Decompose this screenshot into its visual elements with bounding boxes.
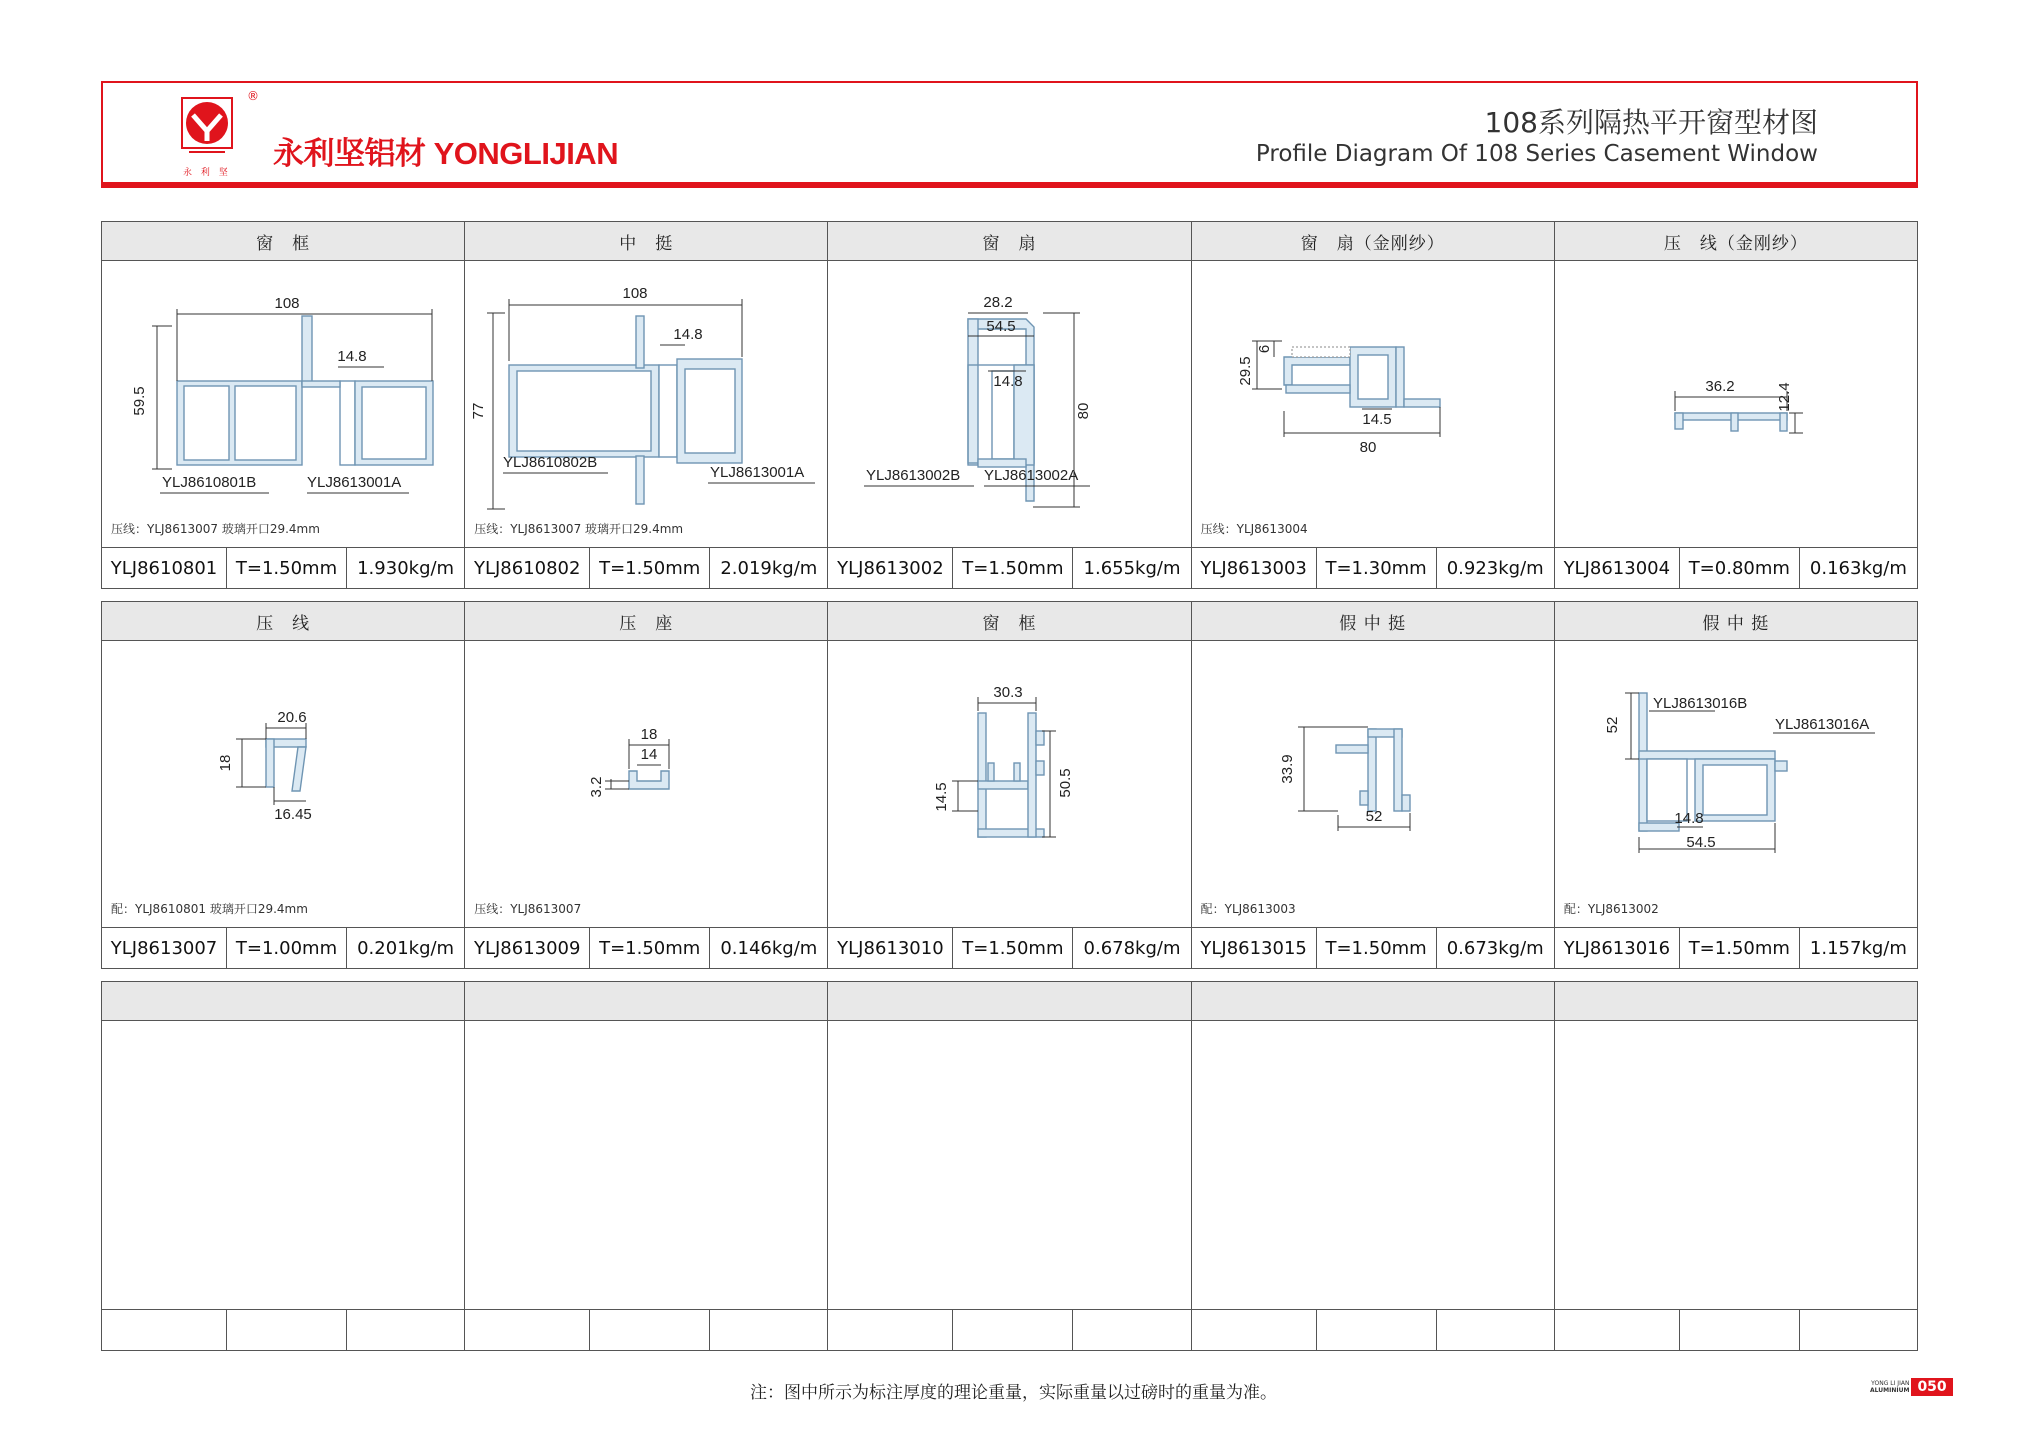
profile-drawing — [1192, 261, 1554, 521]
brand-logo-icon — [181, 97, 233, 161]
profile-drawing-area — [828, 261, 1190, 548]
profile-note: 压线：YLJ8613007 玻璃开口29.4mm — [111, 522, 320, 536]
empty-spec-row — [102, 1309, 464, 1350]
empty-card — [828, 982, 1191, 1350]
profile-code: YLJ8613015 — [1192, 928, 1317, 968]
registered-mark: ® — [247, 89, 259, 103]
profile-spec-row — [465, 927, 827, 968]
logo-subtext: 永 利 坚 — [183, 168, 231, 178]
profile-drawing — [465, 261, 827, 521]
profile-spec-row — [1192, 927, 1554, 968]
part-code-label: YLJ8613016B — [1652, 695, 1748, 712]
profile-drawing — [828, 641, 1190, 901]
profile-title: 压 座 — [465, 602, 827, 641]
part-code-label: YLJ8613002B — [866, 467, 961, 484]
profile-weight: 1.157kg/m — [1809, 937, 1907, 959]
profile-card — [1555, 222, 1917, 588]
profile-weight: 0.201kg/m — [357, 937, 455, 959]
dimension-label: 52 — [1603, 716, 1621, 734]
profile-drawing-area — [102, 261, 464, 548]
profile-panel-2 — [101, 601, 1918, 969]
page-header — [101, 81, 1918, 188]
profile-code: YLJ8613010 — [828, 928, 953, 968]
profile-drawing-area — [1555, 641, 1917, 928]
part-code-label: YLJ8610802B — [503, 454, 598, 471]
dimension-label: 30.3 — [993, 684, 1024, 701]
profile-drawing — [1192, 641, 1554, 901]
profile-spec-row — [102, 927, 464, 968]
profile-spec-row — [102, 547, 464, 588]
profile-spec-row — [828, 547, 1190, 588]
empty-card — [465, 982, 828, 1350]
profile-title: 压 线（金刚纱） — [1555, 222, 1917, 261]
profile-thickness: T=1.50mm — [953, 928, 1073, 968]
empty-spec-row — [1555, 1309, 1917, 1350]
profile-code: YLJ8613002 — [828, 548, 953, 588]
profile-card — [465, 222, 828, 588]
profile-weight: 0.673kg/m — [1446, 937, 1544, 959]
profile-spec-row — [1555, 927, 1917, 968]
dimension-label: 59.5 — [131, 386, 148, 416]
dimension-label: 14.5 — [933, 782, 951, 812]
empty-drawing-area — [828, 1021, 1190, 1310]
empty-title — [465, 982, 827, 1021]
profile-thickness: T=1.30mm — [1317, 548, 1437, 588]
dimension-label: 14.8 — [337, 348, 367, 365]
profile-title: 窗 框 — [102, 222, 464, 261]
empty-title — [1555, 982, 1917, 1021]
profile-drawing-area — [465, 261, 827, 548]
profile-drawing — [1555, 261, 1917, 521]
profile-drawing-area — [1192, 641, 1554, 928]
empty-spec-row — [465, 1309, 827, 1350]
page-title-cn: 108系列隔热平开窗型材图 — [1484, 106, 1818, 139]
empty-drawing-area — [1555, 1021, 1917, 1310]
dimension-label: 52 — [1365, 808, 1382, 825]
dimension-label: 36.2 — [1705, 378, 1735, 395]
dimension-label: 14.8 — [993, 373, 1024, 390]
profile-thickness: T=1.50mm — [590, 928, 710, 968]
profile-spec-row — [1555, 547, 1917, 588]
dimension-label: 29.5 — [1236, 356, 1254, 386]
empty-drawing-area — [465, 1021, 827, 1310]
dimension-label: 12.4 — [1775, 382, 1793, 412]
brand-name: 永利坚铝材 YONGLIJIAN — [273, 136, 619, 171]
profile-weight: 2.019kg/m — [720, 557, 818, 579]
profile-thickness: T=1.50mm — [953, 548, 1073, 588]
profile-note: 压线：YLJ8613007 玻璃开口29.4mm — [474, 522, 684, 536]
profile-weight: 1.930kg/m — [357, 557, 455, 579]
profile-title: 中 挺 — [465, 222, 827, 261]
profile-spec-row — [1192, 547, 1554, 588]
empty-title — [1192, 982, 1554, 1021]
profile-thickness: T=0.80mm — [1680, 548, 1800, 588]
profile-weight: 0.678kg/m — [1083, 937, 1181, 959]
profile-note: 压线：YLJ8613007 — [474, 902, 582, 916]
empty-spec-row — [828, 1309, 1190, 1350]
profile-weight: 0.163kg/m — [1809, 557, 1907, 579]
profile-drawing — [1555, 641, 1917, 901]
dimension-label: 16.45 — [274, 806, 312, 823]
dimension-label: 14.8 — [1674, 810, 1704, 827]
profile-title: 假 中 挺 — [1555, 602, 1917, 641]
profile-code: YLJ8613003 — [1192, 548, 1317, 588]
part-code-label: YLJ8613016A — [1774, 716, 1870, 733]
profile-spec-row — [465, 547, 827, 588]
page-title-en: Profile Diagram Of 108 Series Casement Window — [1255, 141, 1818, 167]
dimension-label: 3.2 — [588, 776, 606, 798]
profile-title: 压 线 — [102, 602, 464, 641]
profile-drawing — [828, 261, 1190, 521]
profile-card — [828, 602, 1191, 968]
empty-title — [102, 982, 464, 1021]
part-code-label: YLJ8613002A — [984, 467, 1079, 484]
dimension-label: 18 — [640, 726, 658, 743]
empty-card — [102, 982, 465, 1350]
empty-spec-row — [1192, 1309, 1554, 1350]
dimension-label: 33.9 — [1278, 754, 1296, 784]
profile-drawing-area — [1555, 261, 1917, 548]
profile-panel-empty — [101, 981, 1918, 1351]
dimension-label: 80 — [1359, 439, 1376, 456]
profile-thickness: T=1.50mm — [1680, 928, 1800, 968]
profile-note: 配：YLJ8610801 玻璃开口29.4mm — [111, 902, 308, 916]
profile-card — [1192, 602, 1555, 968]
profile-note: 配：YLJ8613003 — [1200, 902, 1296, 916]
dimension-label: 28.2 — [983, 294, 1014, 311]
profile-drawing-area — [828, 641, 1190, 928]
profile-code: YLJ8613004 — [1555, 548, 1680, 588]
dimension-label: 108 — [274, 295, 300, 312]
dimension-label: 20.6 — [277, 709, 307, 726]
profile-note: 配：YLJ8613002 — [1563, 902, 1659, 916]
profile-card — [828, 222, 1191, 588]
profile-title: 假 中 挺 — [1192, 602, 1554, 641]
profile-note: 压线：YLJ8613004 — [1200, 522, 1308, 536]
empty-card — [1192, 982, 1555, 1350]
empty-card — [1555, 982, 1917, 1350]
profile-thickness: T=1.50mm — [227, 548, 347, 588]
profile-panel-1 — [101, 221, 1918, 589]
dimension-label: 14.8 — [673, 326, 703, 343]
dimension-label: 80 — [1075, 402, 1093, 420]
profile-code: YLJ8610801 — [102, 548, 227, 588]
profile-card — [102, 602, 465, 968]
profile-title: 窗 框 — [828, 602, 1190, 641]
profile-title: 窗 扇 — [828, 222, 1190, 261]
empty-title — [828, 982, 1190, 1021]
profile-drawing — [102, 641, 464, 901]
dimension-label: 50.5 — [1057, 768, 1075, 798]
empty-drawing-area — [102, 1021, 464, 1310]
page-number — [1870, 1378, 1953, 1396]
part-code-label: YLJ8610801B — [162, 474, 257, 491]
profile-drawing — [465, 641, 827, 901]
profile-drawing-area — [465, 641, 827, 928]
profile-code: YLJ8613016 — [1555, 928, 1680, 968]
profile-thickness: T=1.50mm — [1317, 928, 1437, 968]
profile-weight: 1.655kg/m — [1083, 557, 1181, 579]
profile-thickness: T=1.00mm — [227, 928, 347, 968]
profile-card — [1555, 602, 1917, 968]
profile-code: YLJ8613009 — [465, 928, 590, 968]
dimension-label: 54.5 — [1686, 834, 1716, 851]
profile-card — [102, 222, 465, 588]
dimension-label: 6 — [1255, 344, 1273, 354]
profile-title: 窗 扇（金刚纱） — [1192, 222, 1554, 261]
empty-drawing-area — [1192, 1021, 1554, 1310]
part-code-label: YLJ8613001A — [307, 474, 402, 491]
dimension-label: 108 — [622, 285, 648, 302]
profile-drawing-area — [102, 641, 464, 928]
profile-thickness: T=1.50mm — [590, 548, 710, 588]
page-number-value: 050 — [1911, 1378, 1952, 1396]
dimension-label: 77 — [470, 402, 488, 420]
dimension-label: 54.5 — [986, 318, 1017, 335]
dimension-label: 18 — [217, 754, 234, 772]
profile-drawing — [102, 261, 464, 521]
profile-weight: 0.923kg/m — [1446, 557, 1544, 579]
profile-code: YLJ8610802 — [465, 548, 590, 588]
footer-note: 注：图中所示为标注厚度的理论重量，实际重量以过磅时的重量为准。 — [750, 1383, 1277, 1403]
dimension-label: 14 — [640, 746, 658, 763]
profile-code: YLJ8613007 — [102, 928, 227, 968]
page-brand-small: YONG LI JIAN ALUMINIUM — [1870, 1380, 1910, 1394]
dimension-label: 14.5 — [1362, 411, 1392, 428]
profile-drawing-area — [1192, 261, 1554, 548]
profile-card — [465, 602, 828, 968]
profile-weight: 0.146kg/m — [720, 937, 818, 959]
profile-spec-row — [828, 927, 1190, 968]
profile-card — [1192, 222, 1555, 588]
part-code-label: YLJ8613001A — [710, 464, 805, 481]
